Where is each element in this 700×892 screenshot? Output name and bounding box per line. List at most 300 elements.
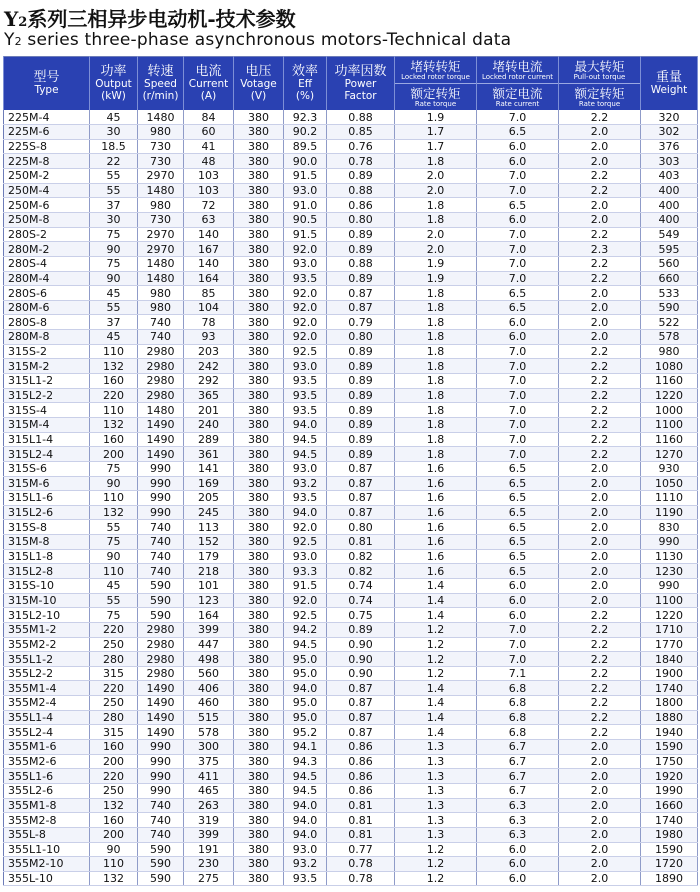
cell-power-factor: 0.90 [327,637,395,652]
cell-type: 355L1-2 [4,652,90,667]
cell-type: 315M-6 [4,476,90,491]
cell-speed: 1490 [138,696,184,711]
cell-output: 75 [90,608,138,623]
cell-eff: 95.0 [284,710,327,725]
table-row [4,139,698,154]
cell-pull-out-torque-ratio: 2.2 [559,271,641,286]
cell-output: 132 [90,871,138,886]
cell-speed: 980 [138,198,184,213]
cell-speed: 1480 [138,110,184,125]
table-row [4,798,698,813]
cell-locked-rotor-torque-ratio: 1.8 [395,432,477,447]
cell-weight: 1230 [641,564,698,579]
cell-power-factor: 0.80 [327,212,395,227]
cell-output: 132 [90,417,138,432]
cell-weight: 1220 [641,388,698,403]
cell-type: 355M1-2 [4,622,90,637]
cell-pull-out-torque-ratio: 2.2 [559,696,641,711]
cell-speed: 730 [138,212,184,227]
cell-voltage: 380 [234,666,284,681]
cell-locked-rotor-torque-ratio: 1.3 [395,754,477,769]
cell-voltage: 380 [234,725,284,740]
cell-locked-rotor-current-ratio: 7.0 [477,242,559,257]
cell-current: 141 [184,461,234,476]
cell-locked-rotor-torque-ratio: 1.8 [395,198,477,213]
cell-current: 104 [184,300,234,315]
cell-output: 75 [90,256,138,271]
cell-output: 30 [90,125,138,140]
cell-speed: 2980 [138,622,184,637]
cell-type: 355M2-4 [4,696,90,711]
table-row [4,783,698,798]
cell-locked-rotor-torque-ratio: 1.8 [395,154,477,169]
cell-type: 315L1-8 [4,549,90,564]
table-row [4,344,698,359]
cell-output: 280 [90,652,138,667]
cell-type: 315L1-6 [4,491,90,506]
cell-voltage: 380 [234,227,284,242]
cell-power-factor: 0.89 [327,388,395,403]
cell-output: 132 [90,505,138,520]
cell-speed: 730 [138,139,184,154]
cell-power-factor: 0.88 [327,183,395,198]
cell-speed: 590 [138,871,184,886]
cell-voltage: 380 [234,344,284,359]
cell-type: 315S-10 [4,579,90,594]
cell-voltage: 380 [234,242,284,257]
cell-pull-out-torque-ratio: 2.3 [559,242,641,257]
cell-weight: 1100 [641,593,698,608]
cell-locked-rotor-torque-ratio: 1.8 [395,344,477,359]
cell-locked-rotor-torque-ratio: 1.2 [395,857,477,872]
cell-current: 319 [184,813,234,828]
cell-power-factor: 0.87 [327,286,395,301]
cell-current: 205 [184,491,234,506]
cell-output: 45 [90,286,138,301]
cell-type: 355L1-4 [4,710,90,725]
cell-weight: 1710 [641,622,698,637]
cell-locked-rotor-torque-ratio: 1.4 [395,579,477,594]
cell-locked-rotor-current-ratio: 6.5 [477,564,559,579]
cell-type: 280S-8 [4,315,90,330]
cell-locked-rotor-current-ratio: 6.5 [477,286,559,301]
cell-locked-rotor-current-ratio: 6.7 [477,783,559,798]
cell-locked-rotor-current-ratio: 6.5 [477,198,559,213]
cell-speed: 590 [138,857,184,872]
cell-current: 167 [184,242,234,257]
cell-weight: 930 [641,461,698,476]
cell-type: 315S-6 [4,461,90,476]
cell-power-factor: 0.87 [327,681,395,696]
cell-power-factor: 0.80 [327,520,395,535]
cell-voltage: 380 [234,827,284,842]
cell-locked-rotor-torque-ratio: 1.3 [395,798,477,813]
cell-current: 447 [184,637,234,652]
cell-locked-rotor-current-ratio: 6.7 [477,740,559,755]
cell-power-factor: 0.85 [327,125,395,140]
cell-locked-rotor-current-ratio: 6.5 [477,505,559,520]
cell-output: 90 [90,549,138,564]
cell-weight: 1990 [641,783,698,798]
cell-voltage: 380 [234,505,284,520]
cell-weight: 1740 [641,681,698,696]
cell-current: 365 [184,388,234,403]
cell-weight: 1080 [641,359,698,374]
cell-eff: 92.0 [284,286,327,301]
cell-current: 578 [184,725,234,740]
cell-power-factor: 0.87 [327,476,395,491]
cell-speed: 1490 [138,432,184,447]
cell-voltage: 380 [234,520,284,535]
cell-power-factor: 0.87 [327,696,395,711]
cell-pull-out-torque-ratio: 2.0 [559,300,641,315]
cell-output: 90 [90,476,138,491]
cell-voltage: 380 [234,139,284,154]
cell-current: 203 [184,344,234,359]
cell-weight: 1880 [641,710,698,725]
table-row [4,286,698,301]
cell-output: 30 [90,212,138,227]
cell-current: 560 [184,666,234,681]
cell-locked-rotor-current-ratio: 6.0 [477,212,559,227]
cell-locked-rotor-current-ratio: 7.0 [477,652,559,667]
cell-voltage: 380 [234,491,284,506]
cell-speed: 590 [138,593,184,608]
cell-locked-rotor-torque-ratio: 1.4 [395,710,477,725]
cell-output: 160 [90,740,138,755]
cell-output: 220 [90,622,138,637]
cell-weight: 1720 [641,857,698,872]
cell-eff: 94.3 [284,754,327,769]
cell-eff: 94.0 [284,681,327,696]
cell-eff: 93.0 [284,461,327,476]
cell-eff: 93.3 [284,564,327,579]
cell-weight: 1110 [641,491,698,506]
table-header-row [4,57,698,111]
cell-pull-out-torque-ratio: 2.0 [559,842,641,857]
cell-type: 315M-8 [4,535,90,550]
cell-output: 110 [90,491,138,506]
cell-power-factor: 0.81 [327,827,395,842]
cell-power-factor: 0.87 [327,505,395,520]
cell-locked-rotor-current-ratio: 7.0 [477,388,559,403]
cell-type: 355L1-6 [4,769,90,784]
cell-type: 250M-2 [4,169,90,184]
cell-type: 315L1-2 [4,374,90,389]
cell-locked-rotor-current-ratio: 6.3 [477,827,559,842]
cell-pull-out-torque-ratio: 2.0 [559,491,641,506]
cell-eff: 89.5 [284,139,327,154]
cell-speed: 2980 [138,344,184,359]
table-body [4,110,698,886]
cell-weight: 1890 [641,871,698,886]
cell-pull-out-torque-ratio: 2.2 [559,666,641,681]
cell-output: 55 [90,300,138,315]
cell-output: 250 [90,637,138,652]
cell-eff: 93.0 [284,842,327,857]
cell-type: 355M2-6 [4,754,90,769]
cell-output: 110 [90,564,138,579]
cell-locked-rotor-current-ratio: 6.0 [477,593,559,608]
cell-pull-out-torque-ratio: 2.2 [559,183,641,198]
col-header-output: 功率 Output (kW) [90,57,138,111]
table-row [4,857,698,872]
table-row [4,754,698,769]
cell-voltage: 380 [234,330,284,345]
cell-type: 355L-8 [4,827,90,842]
cell-speed: 2980 [138,359,184,374]
cell-eff: 94.5 [284,769,327,784]
cell-locked-rotor-torque-ratio: 1.8 [395,212,477,227]
table-row [4,842,698,857]
cell-speed: 2970 [138,227,184,242]
cell-locked-rotor-current-ratio: 6.3 [477,798,559,813]
table-row [4,330,698,345]
cell-locked-rotor-torque-ratio: 1.4 [395,725,477,740]
cell-locked-rotor-current-ratio: 7.0 [477,169,559,184]
col-header-power-factor: 功率因数 Power Factor [327,57,395,111]
cell-locked-rotor-current-ratio: 7.0 [477,344,559,359]
cell-voltage: 380 [234,593,284,608]
cell-speed: 1490 [138,681,184,696]
cell-weight: 560 [641,256,698,271]
col-header-speed: 转速 Speed (r/min) [138,57,184,111]
cell-output: 75 [90,227,138,242]
cell-locked-rotor-current-ratio: 6.5 [477,300,559,315]
cell-output: 45 [90,579,138,594]
cell-weight: 990 [641,579,698,594]
cell-power-factor: 0.86 [327,198,395,213]
cell-eff: 91.5 [284,227,327,242]
cell-power-factor: 0.82 [327,564,395,579]
cell-weight: 1130 [641,549,698,564]
cell-pull-out-torque-ratio: 2.2 [559,344,641,359]
cell-speed: 1480 [138,271,184,286]
cell-eff: 93.5 [284,374,327,389]
table-row [4,388,698,403]
cell-locked-rotor-torque-ratio: 1.8 [395,330,477,345]
cell-locked-rotor-current-ratio: 6.0 [477,842,559,857]
cell-power-factor: 0.78 [327,857,395,872]
cell-eff: 90.5 [284,212,327,227]
cell-current: 103 [184,169,234,184]
cell-pull-out-torque-ratio: 2.2 [559,403,641,418]
table-row [4,579,698,594]
cell-eff: 93.5 [284,388,327,403]
cell-locked-rotor-current-ratio: 6.8 [477,710,559,725]
cell-current: 101 [184,579,234,594]
cell-locked-rotor-current-ratio: 7.0 [477,374,559,389]
cell-voltage: 380 [234,256,284,271]
cell-type: 280M-4 [4,271,90,286]
cell-voltage: 380 [234,652,284,667]
cell-current: 375 [184,754,234,769]
cell-weight: 1920 [641,769,698,784]
table-row [4,871,698,886]
cell-power-factor: 0.78 [327,871,395,886]
table-row [4,710,698,725]
cell-locked-rotor-torque-ratio: 1.2 [395,622,477,637]
cell-eff: 90.2 [284,125,327,140]
cell-current: 78 [184,315,234,330]
cell-locked-rotor-torque-ratio: 1.8 [395,388,477,403]
cell-type: 280M-2 [4,242,90,257]
table-row [4,359,698,374]
table-row [4,227,698,242]
table-row [4,491,698,506]
cell-power-factor: 0.89 [327,417,395,432]
cell-power-factor: 0.87 [327,491,395,506]
cell-pull-out-torque-ratio: 2.2 [559,256,641,271]
cell-eff: 95.0 [284,652,327,667]
cell-weight: 400 [641,198,698,213]
table-row [4,740,698,755]
cell-power-factor: 0.87 [327,300,395,315]
col-header-locked-rotor-torque: 堵转转矩 Locked rotor torque 额定转矩 Rate torque [395,57,477,111]
cell-locked-rotor-torque-ratio: 1.9 [395,256,477,271]
cell-locked-rotor-torque-ratio: 1.8 [395,374,477,389]
cell-locked-rotor-current-ratio: 6.5 [477,476,559,491]
cell-speed: 990 [138,505,184,520]
cell-locked-rotor-current-ratio: 7.0 [477,227,559,242]
cell-pull-out-torque-ratio: 2.0 [559,330,641,345]
cell-voltage: 380 [234,286,284,301]
cell-output: 200 [90,447,138,462]
cell-type: 355M1-8 [4,798,90,813]
cell-weight: 1800 [641,696,698,711]
cell-pull-out-torque-ratio: 2.2 [559,681,641,696]
cell-voltage: 380 [234,374,284,389]
cell-weight: 376 [641,139,698,154]
cell-eff: 93.2 [284,857,327,872]
cell-power-factor: 0.89 [327,169,395,184]
cell-locked-rotor-torque-ratio: 1.6 [395,461,477,476]
cell-locked-rotor-current-ratio: 7.0 [477,447,559,462]
cell-power-factor: 0.75 [327,608,395,623]
cell-locked-rotor-current-ratio: 7.1 [477,666,559,681]
table-row [4,593,698,608]
col-header-type: 型号 Type [4,57,90,111]
cell-pull-out-torque-ratio: 2.0 [559,139,641,154]
cell-pull-out-torque-ratio: 2.0 [559,286,641,301]
cell-voltage: 380 [234,417,284,432]
cell-weight: 1750 [641,754,698,769]
cell-power-factor: 0.87 [327,461,395,476]
cell-voltage: 380 [234,549,284,564]
cell-speed: 1490 [138,417,184,432]
cell-output: 55 [90,169,138,184]
cell-power-factor: 0.89 [327,622,395,637]
table-row [4,169,698,184]
cell-pull-out-torque-ratio: 2.2 [559,432,641,447]
cell-pull-out-torque-ratio: 2.0 [559,198,641,213]
table-row [4,403,698,418]
cell-weight: 1050 [641,476,698,491]
cell-speed: 1490 [138,447,184,462]
cell-eff: 92.0 [284,330,327,345]
cell-output: 160 [90,432,138,447]
cell-pull-out-torque-ratio: 2.2 [559,622,641,637]
cell-power-factor: 0.86 [327,754,395,769]
cell-pull-out-torque-ratio: 2.0 [559,857,641,872]
cell-type: 250M-4 [4,183,90,198]
cell-speed: 740 [138,549,184,564]
cell-locked-rotor-torque-ratio: 1.2 [395,842,477,857]
cell-current: 465 [184,783,234,798]
cell-voltage: 380 [234,461,284,476]
cell-eff: 92.5 [284,535,327,550]
cell-current: 406 [184,681,234,696]
cell-current: 103 [184,183,234,198]
table-row [4,652,698,667]
cell-power-factor: 0.81 [327,535,395,550]
cell-voltage: 380 [234,798,284,813]
cell-type: 315S-4 [4,403,90,418]
cell-weight: 1190 [641,505,698,520]
cell-current: 72 [184,198,234,213]
cell-pull-out-torque-ratio: 2.0 [559,740,641,755]
cell-current: 292 [184,374,234,389]
cell-voltage: 380 [234,622,284,637]
cell-locked-rotor-current-ratio: 6.5 [477,491,559,506]
cell-locked-rotor-torque-ratio: 1.3 [395,783,477,798]
cell-power-factor: 0.80 [327,330,395,345]
table-row [4,125,698,140]
cell-current: 399 [184,827,234,842]
cell-type: 280S-4 [4,256,90,271]
cell-current: 179 [184,549,234,564]
cell-locked-rotor-current-ratio: 7.0 [477,271,559,286]
cell-type: 225M-6 [4,125,90,140]
cell-eff: 93.5 [284,403,327,418]
cell-weight: 400 [641,212,698,227]
cell-voltage: 380 [234,813,284,828]
cell-current: 515 [184,710,234,725]
cell-pull-out-torque-ratio: 2.2 [559,110,641,125]
cell-speed: 740 [138,535,184,550]
cell-pull-out-torque-ratio: 2.0 [559,535,641,550]
cell-power-factor: 0.90 [327,666,395,681]
table-row [4,564,698,579]
cell-locked-rotor-torque-ratio: 2.0 [395,169,477,184]
cell-pull-out-torque-ratio: 2.2 [559,725,641,740]
cell-locked-rotor-torque-ratio: 1.6 [395,549,477,564]
cell-weight: 1940 [641,725,698,740]
cell-power-factor: 0.81 [327,798,395,813]
cell-current: 460 [184,696,234,711]
cell-pull-out-torque-ratio: 2.0 [559,564,641,579]
cell-type: 225M-8 [4,154,90,169]
cell-locked-rotor-torque-ratio: 1.6 [395,564,477,579]
cell-locked-rotor-current-ratio: 7.0 [477,417,559,432]
cell-type: 280M-6 [4,300,90,315]
cell-locked-rotor-current-ratio: 6.8 [477,696,559,711]
cell-output: 37 [90,315,138,330]
cell-power-factor: 0.89 [327,432,395,447]
table-row [4,198,698,213]
cell-pull-out-torque-ratio: 2.2 [559,447,641,462]
cell-pull-out-torque-ratio: 2.0 [559,125,641,140]
cell-eff: 92.0 [284,593,327,608]
cell-speed: 740 [138,564,184,579]
cell-power-factor: 0.89 [327,344,395,359]
cell-current: 41 [184,139,234,154]
cell-speed: 590 [138,608,184,623]
cell-type: 280S-2 [4,227,90,242]
table-row [4,622,698,637]
cell-locked-rotor-current-ratio: 6.8 [477,725,559,740]
cell-speed: 1480 [138,403,184,418]
